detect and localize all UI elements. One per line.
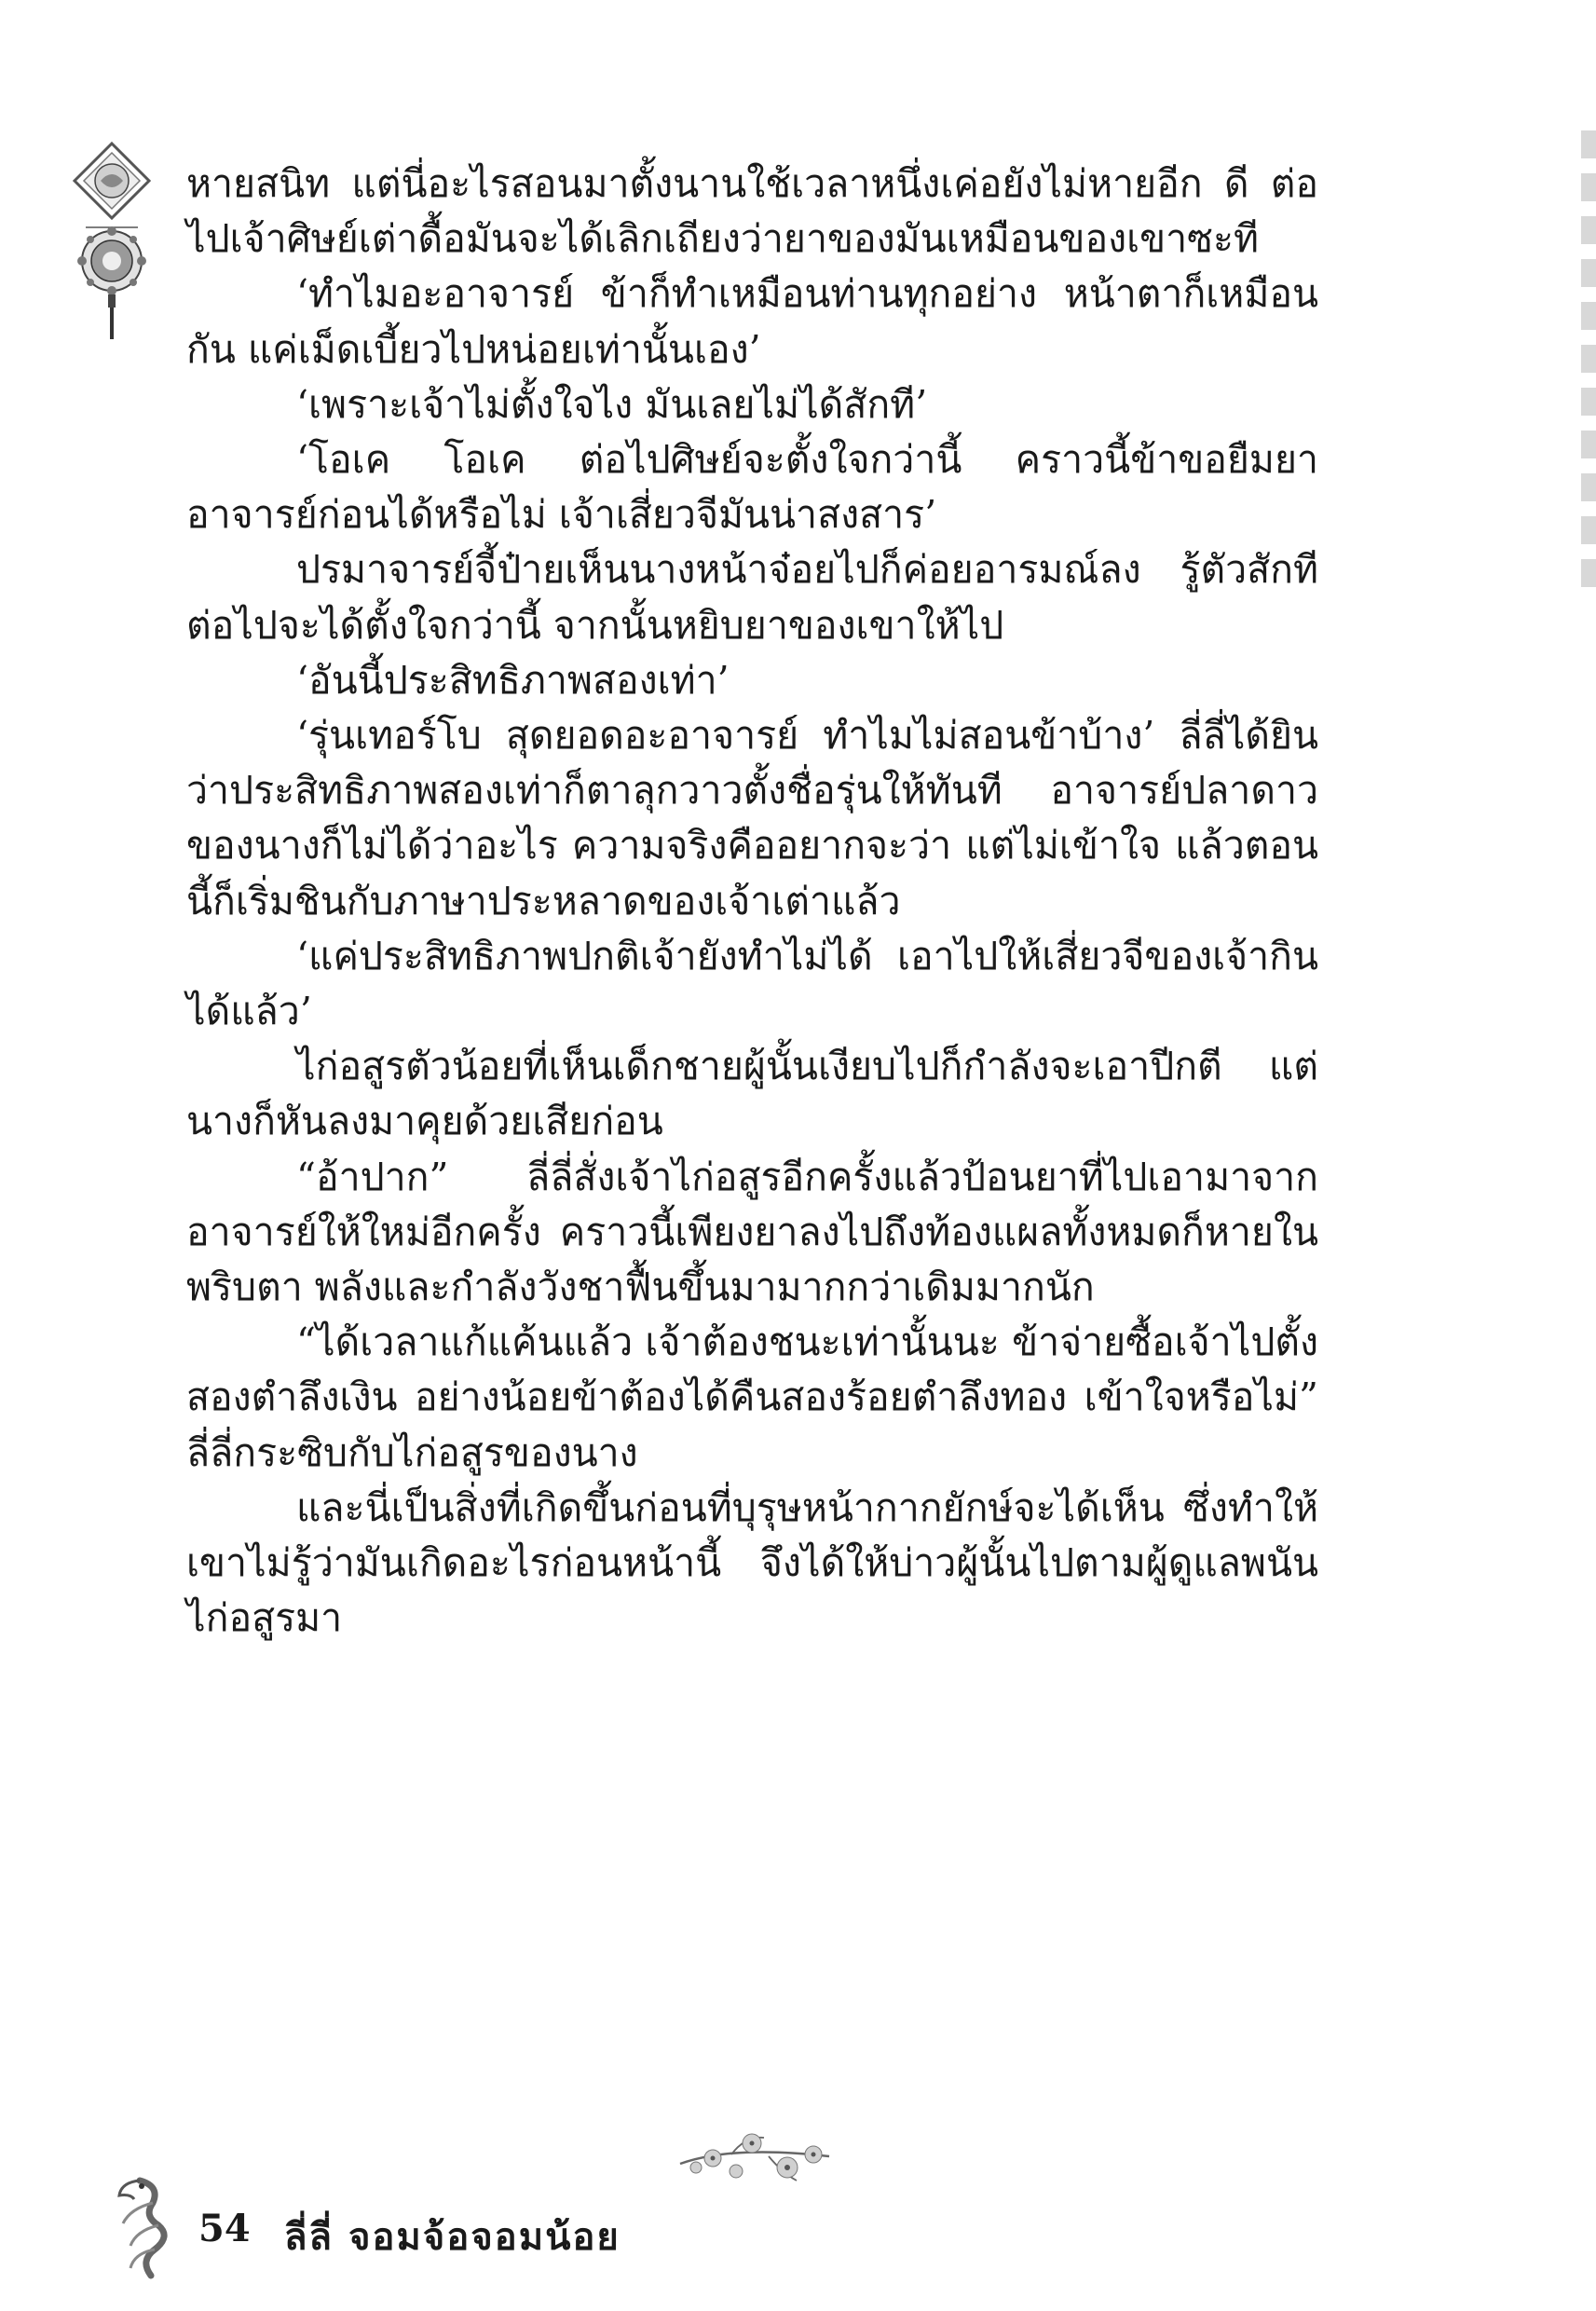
paragraph-11: “ได้เวลาแก้แค้นแล้ว เจ้าต้องชนะเท่านั้นนะ ข้าจ่ายซื้อเจ้าไปตั้งสองตำลึงเงิน อย่างน้อยข้าต้องได้คืนสองร้อยตำลึงทอง เข้าใจหรือไม่” ลี่ลี่กระซิบกับไก่อสูรของนาง [186, 1320, 1318, 1475]
plum-blossom-icon [675, 2126, 834, 2192]
page-edge-stripes [1581, 130, 1596, 596]
body-text [186, 157, 1318, 1646]
paragraph-12: และนี่เป็นสิ่งที่เกิดขึ้นก่อนที่บุรุษหน้ากากยักษ์จะได้เห็น ซึ่งทำให้เขาไม่รู้ว่ามันเกิดอะไรก่อนหน้านี้ จึงได้ให้บ่าวผู้นั้นไปตามผู้ดูแลพนันไก่อสูรมา [186, 1484, 1318, 1641]
paragraph-3: ‘เพราะเจ้าไม่ตั้งใจไง มันเลยไม่ได้สักที’ [296, 381, 928, 427]
paragraph-2: ‘ทำไมอะอาจารย์ ข้าก็ทำเหมือนท่านทุกอย่าง หน้าตาก็เหมือนกัน แค่เม็ดเบี้ยวไปหน่อยเท่านั้นเอง’ [186, 271, 1318, 372]
paragraph-9: ไก่อสูรตัวน้อยที่เห็นเด็กชายผู้นั้นเงียบไปก็กำลังจะเอาปีกตี แต่นางก็หันลงมาคุยด้วยเสียก่อน [186, 1044, 1318, 1144]
paragraph-8: ‘แค่ประสิทธิภาพปกติเจ้ายังทำไม่ได้ เอาไปให้เสี่ยวจีของเจ้ากินได้แล้ว’ [186, 933, 1318, 1034]
paragraph-1: หายสนิท แต่นี่อะไรสอนมาตั้งนานใช้เวลาหนึ่งเค่อยังไม่หายอีก ดี ต่อไปเจ้าศิษย์เต่าดื้อมันจะได้เลิกเถียงว่ายาของมันเหมือนของเขาซะที [186, 161, 1318, 262]
paragraph-10: “อ้าปาก” ลี่ลี่สั่งเจ้าไก่อสูรอีกครั้งแล้วป้อนยาที่ไปเอามาจากอาจารย์ให้ใหม่อีกครั้ง คราวนี้เพียงยาลงไปถึงท้องแผลทั้งหมดก็หายในพริบตา พลังและกำลังวังชาฟื้นขึ้นมามากกว่าเดิมมากนัก [186, 1154, 1318, 1310]
dragon-icon [102, 2171, 177, 2283]
page-number: 54 [198, 2207, 251, 2250]
paragraph-5: ปรมาจารย์จี้ป๋ายเห็นนางหน้าจ๋อยไปก็ค่อยอารมณ์ลง รู้ตัวสักที ต่อไปจะได้ตั้งใจกว่านี้ จากนั้นหยิบยาของเขาให้ไป [186, 547, 1318, 648]
paragraph-6: ‘อันนี้ประสิทธิภาพสองเท่า’ [296, 657, 730, 703]
book-title: ลี่ลี่ จอมจ้อจอมน้อย [284, 2216, 621, 2259]
paragraph-7: ‘รุ่นเทอร์โบ สุดยอดอะอาจารย์ ทำไมไม่สอนข้าบ้าง’ ลี่ลี่ได้ยินว่าประสิทธิภาพสองเท่าก็ตาลุกวาวตั้งชื่อรุ่นให้ทันที อาจารย์ปลาดาวของนางก็ไม่ได้ว่าอะไร ความจริงคืออยากจะว่า แต่ไม่เข้าใจ แล้วตอนนี้ก็เริ่มชินกับภาษาประหลาดของเจ้าเต่าแล้ว [186, 713, 1318, 923]
paragraph-4: ‘โอเค โอเค ต่อไปศิษย์จะตั้งใจกว่านี้ คราวนี้ข้าขอยืมยาอาจารย์ก่อนได้หรือไม่ เจ้าเสี่ยวจีมันน่าสงสาร’ [186, 437, 1318, 538]
publisher-emblem-icon [67, 140, 157, 345]
